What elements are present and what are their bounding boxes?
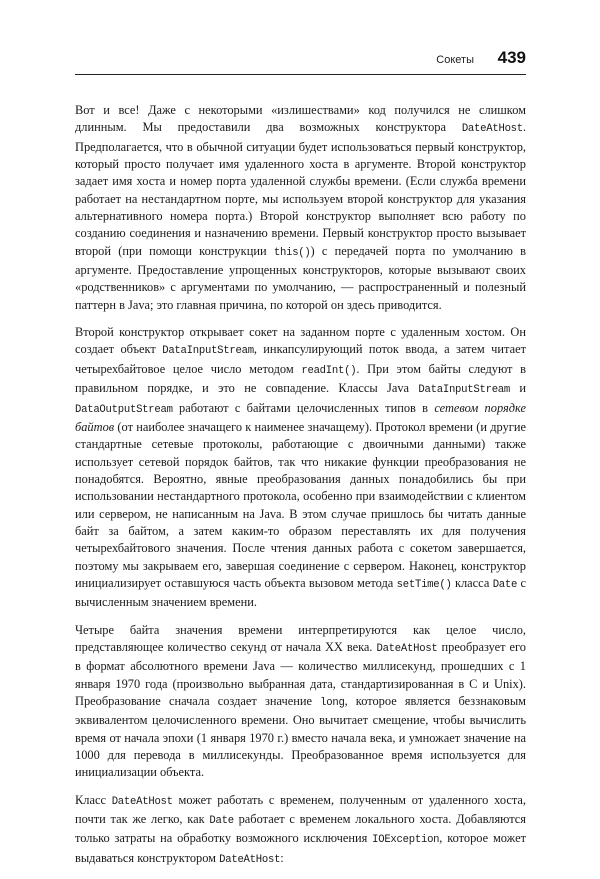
text-run: работает с временем локального хоста. Добавляются только затраты на обработку возможного исключения — [75, 812, 526, 846]
paragraph-4 — [75, 792, 526, 869]
text-run: класса — [451, 575, 493, 590]
text-run: , инкапсулирующий поток ввода, а затем читает четырехбайтовое целое число методом — [75, 342, 526, 376]
text-run: может работать с временем, полученным от удаленного хоста, почти так же легко, как — [75, 792, 526, 827]
text-run: , которое является беззнаковым эквивалентом целочисленного времени. Оно вычитает смещение, чтобы вычислить время от начала эпохи (1 января 1970 г.) вместо начала века, и умножает значение на 1000 для перевода в миллисекунды. Преобразованное время используется для инициализации объекта. — [75, 694, 526, 780]
text-run: и — [510, 381, 527, 396]
inline-code: IOException — [372, 834, 440, 847]
text-run: . Предполагается, что в обычной ситуации будет использоваться первый конструктор, который просто получает имя удаленного хоста в аргументе. Второй конструктор задает имя хоста и номер порта удаленной службы времени. (Если служба времени работает на нестандартном порте, мы используем второй конструктор для указания альтернативного номера порта.) Второй конструктор выполняет всю работу по созданию соединения и назначению времени. Первый конструктор просто вызывает второй (при помощи конструкции — [75, 120, 526, 258]
inline-code: DataOutputStream — [75, 403, 173, 416]
inline-code: DateAtHost — [111, 795, 173, 808]
inline-code: long — [320, 697, 345, 709]
text-run: Класс — [75, 792, 112, 807]
text-run: , которое может выдаваться конструктором — [75, 831, 526, 865]
emphasis: сетевом порядке байтов — [75, 400, 526, 434]
inline-code: setTime() — [396, 578, 452, 591]
text-run: с вычисленным значением времени. — [75, 575, 526, 610]
inline-code: Date — [209, 815, 234, 828]
text-run: ) с передачей порта по умолчанию в аргументе. Предоставление упрощенных конструкторов, которые вызывают своих «родственников» с аргументами по умолчанию, — распространенный и полезный паттерн в Java; это главная причина, по которой он здесь приводится. — [75, 243, 526, 312]
inline-code: DateAtHost — [376, 642, 438, 655]
page-number: 439 — [497, 48, 526, 67]
inline-code: DateAtHost — [461, 123, 523, 136]
inline-code: DataInputStream — [162, 345, 254, 358]
paragraph-1 — [75, 102, 526, 314]
inline-code: Date — [492, 578, 518, 591]
body-text — [75, 102, 526, 879]
paragraph-2 — [75, 324, 526, 612]
inline-code: DateAtHost — [219, 853, 281, 866]
text-run: . При этом байты следуют в правильном порядке, и это не совпадение. Классы Java — [75, 361, 526, 396]
text-run: (от наиболее значащего к наименее значащему). Протокол времени (и другие стандартные сетевые протоколы, работающие с двоичными данными) также использует сетевой порядок байтов, так что никакие функции преобразования не понадобятся. Вероятно, явные преобразования данных понадобились бы при использовании нестандартного протокола, особенно при взаимодействии с клиентом или сервером, не написанным на Java. В этом случае пришлось бы читать данные байт за байтом, а затем каким-то образом переставлять их для получения четырехбайтового значения. После чтения данных работа с сокетом завершается, поэтому мы закрываем его, завершая соединение с сервером. Наконец, конструктор инициализирует оставшуюся часть объекта вызовом метода — [75, 419, 526, 590]
text-run: : — [280, 850, 284, 865]
running-header — [75, 46, 526, 75]
text-run: Четыре байта значения времени интерпретируются как целое число, представляющее количество секунд от начала XX века. — [75, 622, 526, 654]
text-run: Вот и все! Даже с некоторыми «излишествами» код получился не слишком длинным. Мы предоставили два возможных конструктора — [75, 103, 526, 135]
inline-code: readInt() — [301, 364, 357, 377]
text-run: преобразует его в формат абсолютного времени Java — количество миллисекунд, прошедших с 1 января 1970 года (произвольно выбранная дата, стандартизированная в C и Unix). Преобразование сначала создает значение — [75, 639, 526, 708]
inline-code: this() — [273, 246, 311, 259]
paragraph-3 — [75, 622, 526, 782]
text-run: работают с байтами целочисленных типов в — [172, 400, 435, 415]
inline-code: DataInputStream — [418, 384, 511, 397]
section-title: Сокеты — [436, 54, 474, 66]
text-run: Второй конструктор открывает сокет на заданном порте с удаленным хостом. Он создает объект — [75, 325, 526, 357]
